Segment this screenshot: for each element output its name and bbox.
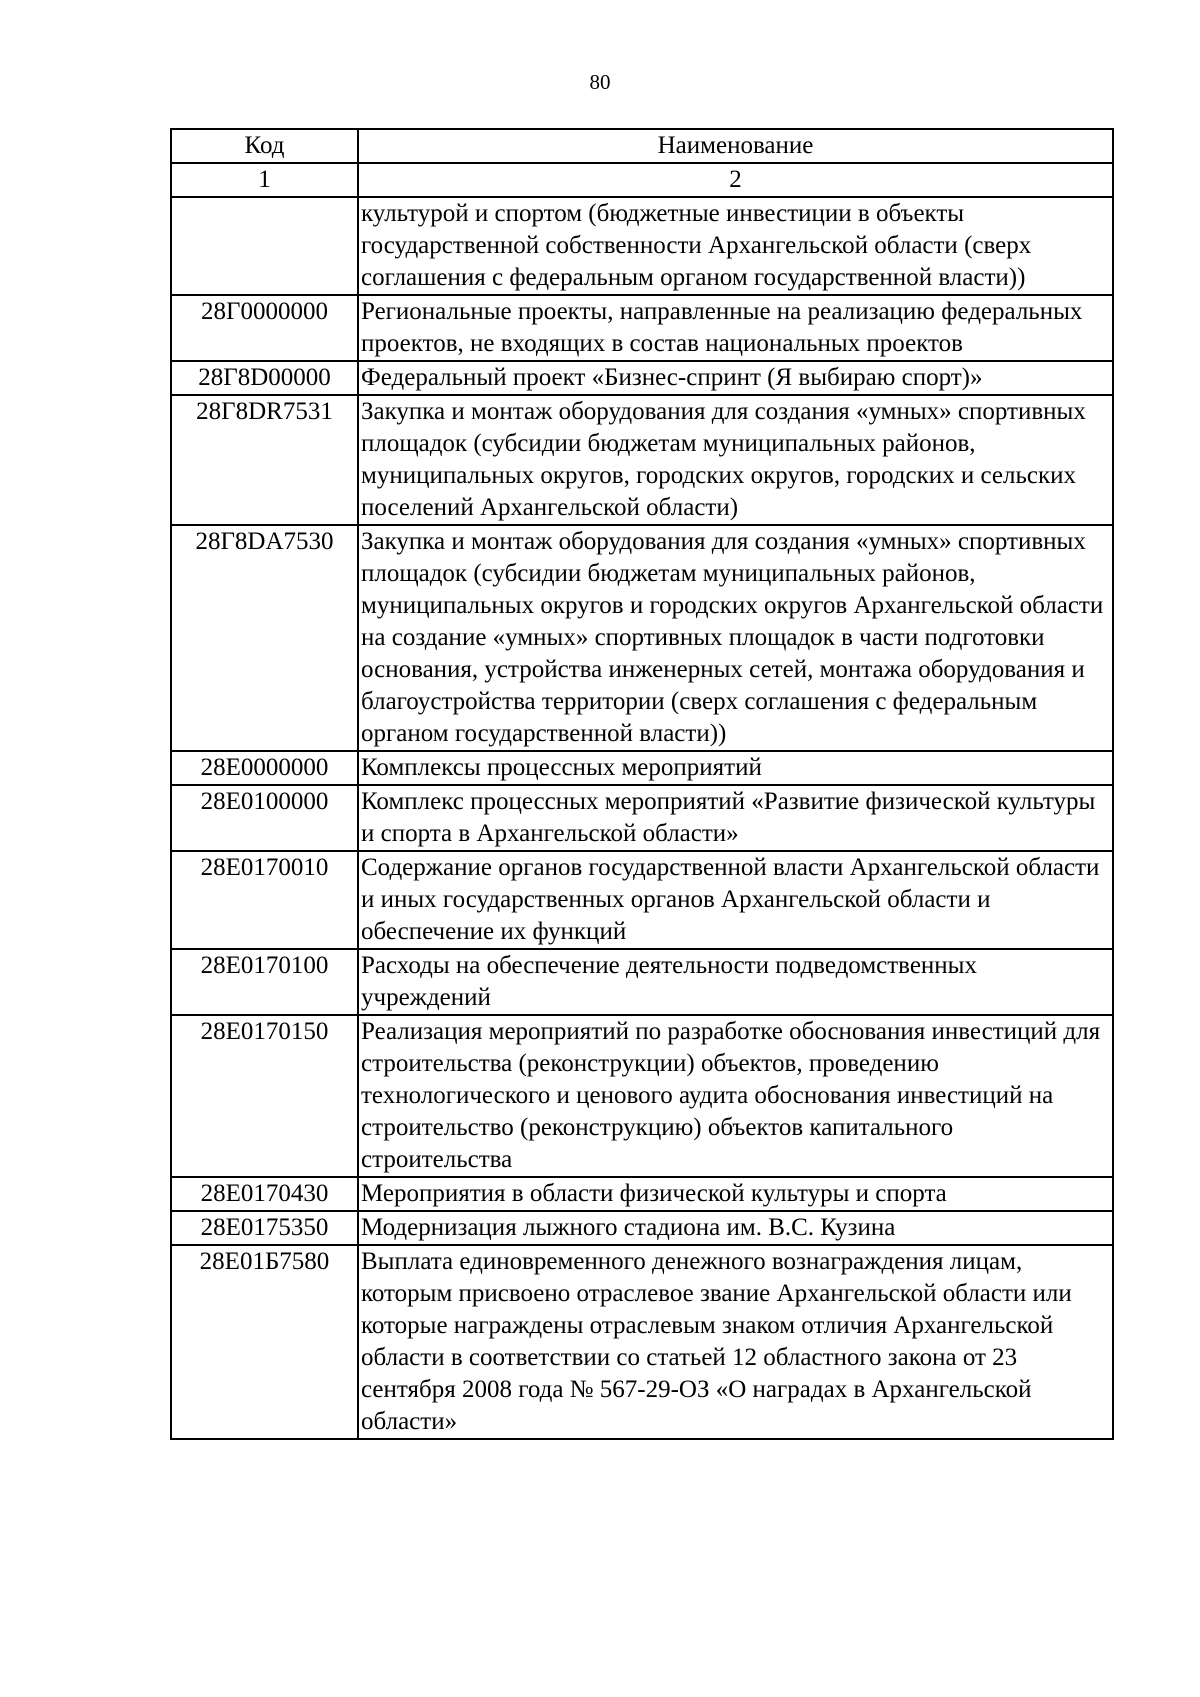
table-row xyxy=(171,361,1113,395)
row-code: 28Г8DA7530 xyxy=(171,525,358,751)
budget-code-table xyxy=(170,128,1114,1440)
row-name: Закупка и монтаж оборудования для создания «умных» спортивных площадок (субсидии бюджетам муниципальных районов, муниципальных округов и городских округов Архангельской области на создание «умных» спортивных площадок в части подготовки основания, устройства инженерных сетей, монтажа оборудования и благоустройства территории (сверх соглашения с федеральным органом государственной власти)) xyxy=(358,525,1113,751)
row-name: Расходы на обеспечение деятельности подведомственных учреждений xyxy=(358,949,1113,1015)
row-code: 28Е0175350 xyxy=(171,1211,358,1245)
row-name: культурой и спортом (бюджетные инвестиции в объекты государственной собственности Архангельской области (сверх соглашения с федеральным органом государственной власти)) xyxy=(358,197,1113,295)
row-code: 28Е0100000 xyxy=(171,785,358,851)
table-row xyxy=(171,197,1113,295)
column-number-1: 1 xyxy=(171,163,358,197)
table-row xyxy=(171,751,1113,785)
row-name: Комплекс процессных мероприятий «Развитие физической культуры и спорта в Архангельской области» xyxy=(358,785,1113,851)
row-code: 28Е0170150 xyxy=(171,1015,358,1177)
table-row xyxy=(171,525,1113,751)
column-header-code: Код xyxy=(171,129,358,163)
row-code: 28Е01Б7580 xyxy=(171,1245,358,1439)
row-name: Комплексы процессных мероприятий xyxy=(358,751,1113,785)
column-number-row xyxy=(171,163,1113,197)
table-row xyxy=(171,949,1113,1015)
column-number-2: 2 xyxy=(358,163,1113,197)
table-row xyxy=(171,785,1113,851)
row-name: Содержание органов государственной власти Архангельской области и иных государственных органов Архангельской области и обеспечение их функций xyxy=(358,851,1113,949)
table-row xyxy=(171,1015,1113,1177)
table-row xyxy=(171,1177,1113,1211)
table-row xyxy=(171,295,1113,361)
table-row xyxy=(171,851,1113,949)
row-code xyxy=(171,197,358,295)
row-name: Закупка и монтаж оборудования для создания «умных» спортивных площадок (субсидии бюджетам муниципальных районов, муниципальных округов, городских округов, городских и сельских поселений Архангельской области) xyxy=(358,395,1113,525)
table-row xyxy=(171,1245,1113,1439)
row-code: 28Е0000000 xyxy=(171,751,358,785)
row-name: Реализация мероприятий по разработке обоснования инвестиций для строительства (реконструкции) объектов, проведению технологического и ценового аудита обоснования инвестиций на строительство (реконструкцию) объектов капитального строительства xyxy=(358,1015,1113,1177)
row-code: 28Г8DR7531 xyxy=(171,395,358,525)
row-code: 28Г8D00000 xyxy=(171,361,358,395)
row-name: Выплата единовременного денежного вознаграждения лицам, которым присвоено отраслевое звание Архангельской области или которые награждены отраслевым знаком отличия Архангельской области в соответствии со статьей 12 областного закона от 23 сентября 2008 года № 567-29-ОЗ «О наградах в Архангельской области» xyxy=(358,1245,1113,1439)
table-row xyxy=(171,1211,1113,1245)
row-name: Федеральный проект «Бизнес-спринт (Я выбираю спорт)» xyxy=(358,361,1113,395)
row-name: Модернизация лыжного стадиона им. В.С. Кузина xyxy=(358,1211,1113,1245)
row-code: 28Е0170010 xyxy=(171,851,358,949)
row-code: 28Е0170430 xyxy=(171,1177,358,1211)
table-header-row xyxy=(171,129,1113,163)
page-number: 80 xyxy=(589,70,611,94)
row-code: 28Г0000000 xyxy=(171,295,358,361)
row-name: Мероприятия в области физической культуры и спорта xyxy=(358,1177,1113,1211)
row-code: 28Е0170100 xyxy=(171,949,358,1015)
row-name: Региональные проекты, направленные на реализацию федеральных проектов, не входящих в состав национальных проектов xyxy=(358,295,1113,361)
column-header-name: Наименование xyxy=(358,129,1113,163)
table-row xyxy=(171,395,1113,525)
